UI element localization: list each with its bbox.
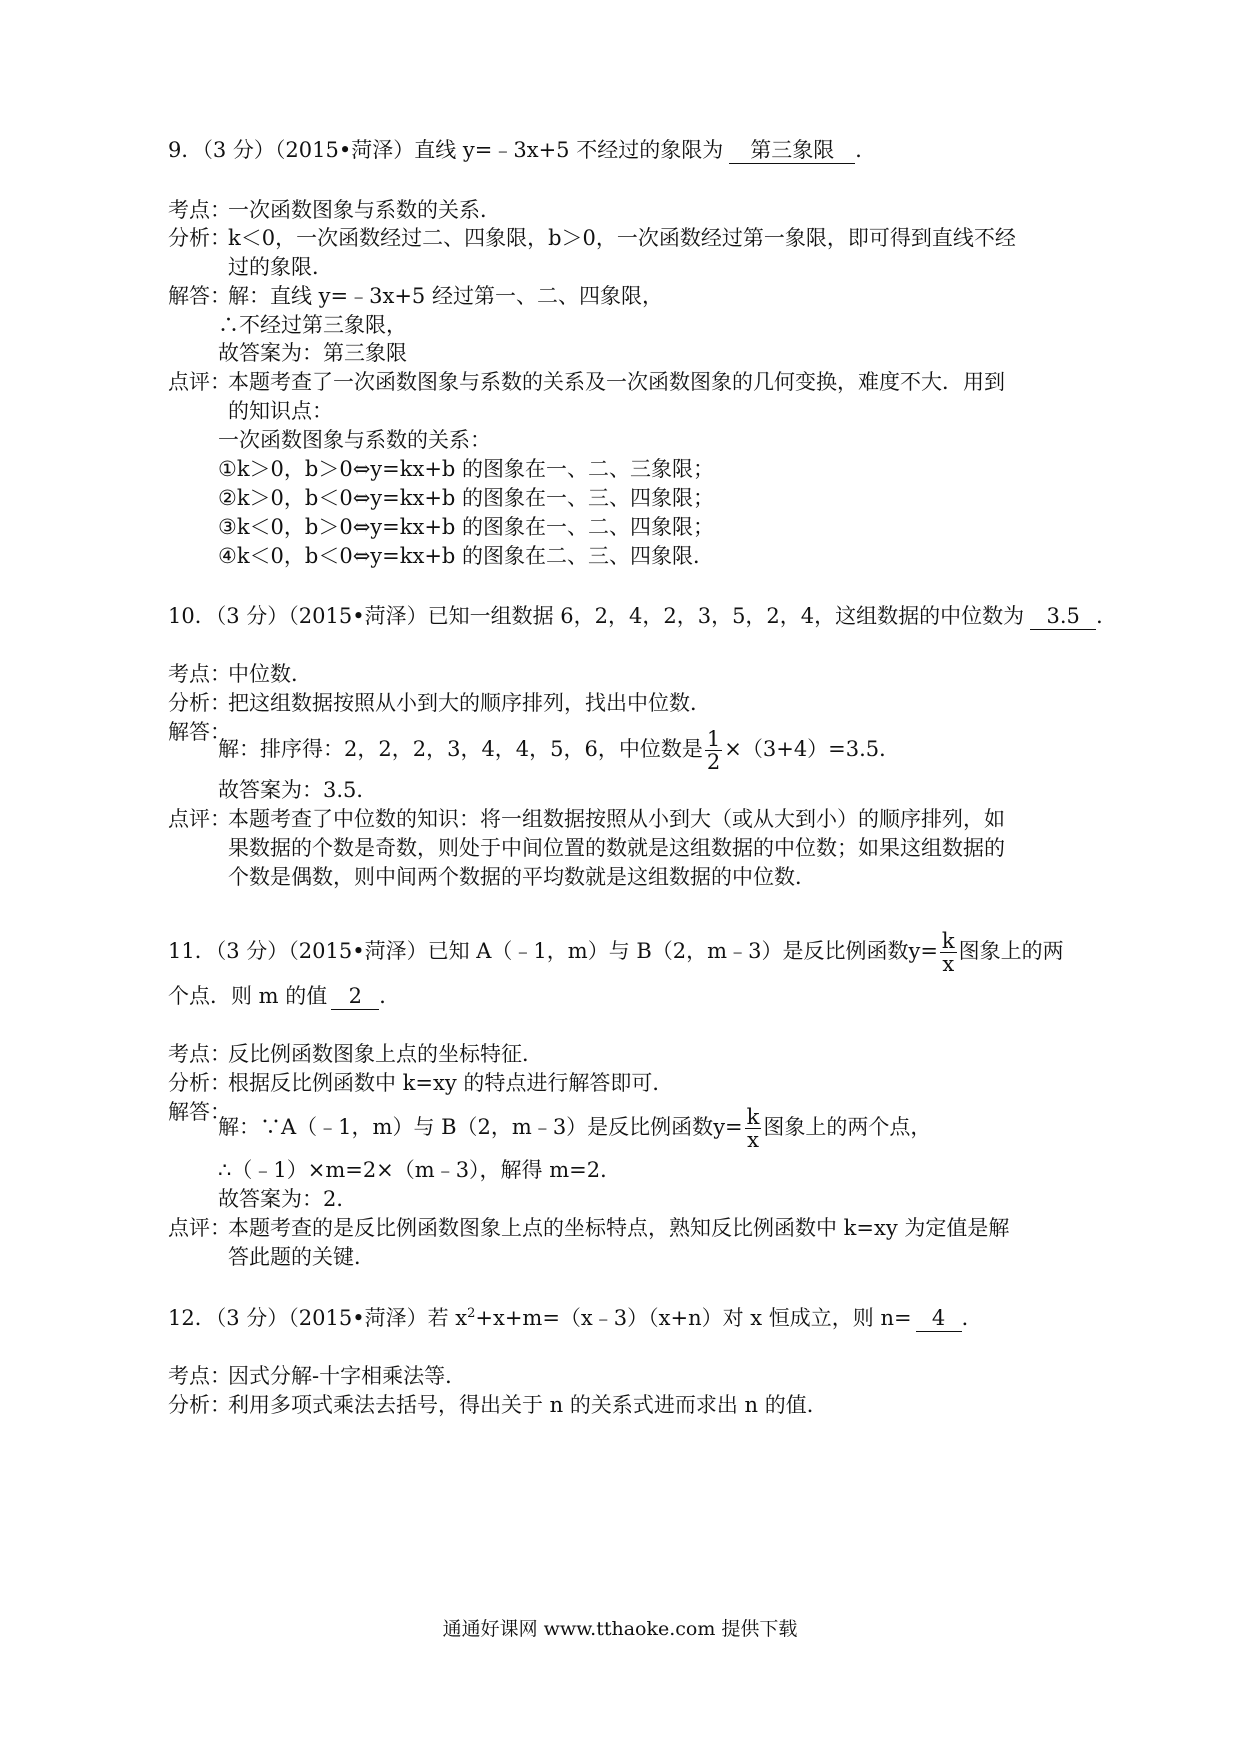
q9-dianping-3: 一次函数图象与系数的关系：	[218, 428, 491, 452]
fenxi-text: 根据反比例函数中 k=xy 的特点进行解答即可．	[228, 1071, 674, 1095]
q11-stem-text: 11．（3 分）（2015•菏泽）已知 A（﹣1，m）与 B（2，m﹣3）是反比例函数	[168, 939, 909, 964]
q11-jieda-label: 解答：	[168, 1100, 231, 1124]
fraction-denominator: 2	[706, 750, 721, 775]
q10-dianping-2: 果数据的个数是奇数，则处于中间位置的数就是这组数据的中位数；如果这组数据的	[228, 836, 1005, 860]
fenxi-label: 分析：	[168, 691, 231, 715]
q9-dianping-4: ①k＞0，b＞0⇔y=kx+b 的图象在一、二、三象限；	[218, 457, 715, 481]
dianping-label: 点评：	[168, 1216, 231, 1240]
superscript-2: 2	[467, 1306, 476, 1321]
q9-jieda	[168, 286, 663, 307]
kaodian-label: 考点：	[168, 198, 231, 222]
q9-fenxi-2: 过的象限．	[228, 255, 333, 279]
page-footer: 通通好课网 www.tthaoke.com 提供下载	[442, 1618, 798, 1640]
fraction-denominator: x	[747, 1128, 759, 1153]
q12-stem-text: 12．（3 分）（2015•菏泽）若 x	[168, 1306, 468, 1330]
kaodian-text: 反比例函数图象上点的坐标特征．	[228, 1042, 543, 1066]
jieda-text: 解：直线 y=﹣3x+5 经过第一、二、四象限，	[228, 284, 663, 308]
fenxi-text: 把这组数据按照从小到大的顺序排列，找出中位数．	[228, 691, 711, 715]
jieda-text: 解：∵A（﹣1，m）与 B（2，m﹣3）是反比例函数	[218, 1115, 714, 1140]
q9-stem-text: 9．（3 分）（2015•菏泽）直线 y=﹣3x+5 不经过的象限为	[168, 138, 724, 162]
q11-jieda-3: 故答案为：2．	[218, 1187, 358, 1211]
fenxi-label: 分析：	[168, 226, 231, 250]
q9-jieda-3: 故答案为：第三象限	[218, 341, 407, 365]
q9-answer: 第三象限	[729, 140, 855, 164]
fraction-numerator: 1	[706, 727, 721, 751]
q12-stem-tail: +x+m=（x﹣3）（x+n）对 x 恒成立，则 n=	[475, 1306, 912, 1330]
q12-stem	[168, 1307, 983, 1332]
q11-stem-2	[168, 986, 400, 1010]
q9-stem	[168, 140, 876, 164]
q10-stem-text: 10．（3 分）（2015•菏泽）已知一组数据 6，2，4，2，3，5，2，4，这组数据的中位数为	[168, 604, 1025, 628]
q10-end: ．	[1096, 604, 1118, 628]
q11-end: ．	[379, 984, 401, 1008]
q11-stem-tail: 图象上的两	[958, 939, 1064, 964]
kaodian-label: 考点：	[168, 1364, 231, 1388]
fraction-denominator: x	[942, 952, 955, 977]
q9-kaodian	[168, 200, 501, 221]
q10-stem	[168, 606, 1117, 630]
q11-jieda-2: ∴（﹣1）×m=2×（m﹣3），解得 m=2．	[218, 1158, 622, 1182]
q11-stem	[168, 930, 1064, 975]
q11-fenxi	[168, 1073, 673, 1094]
jieda-text-tail: ×（3+4）=3.5．	[724, 737, 901, 762]
q12-end: ．	[961, 1306, 983, 1330]
q12-answer: 4	[916, 1308, 962, 1332]
dianping-text: 本题考查了一次函数图象与系数的关系及一次函数图象的几何变换，难度不大．用到	[228, 370, 1005, 394]
q9-fenxi	[168, 228, 1016, 249]
jieda-text-tail: 图象上的两个点，	[763, 1115, 932, 1140]
jieda-text: 解：排序得：2，2，2，3，4，4，5，6，中位数是	[218, 737, 703, 762]
q9-dianping-2: 的知识点：	[228, 399, 333, 423]
kaodian-text: 中位数．	[228, 662, 312, 686]
q12-fenxi	[168, 1395, 828, 1416]
q11-dianping-2: 答此题的关键．	[228, 1245, 375, 1269]
q11-kaodian	[168, 1044, 543, 1065]
fraction-numerator: k	[746, 1105, 760, 1129]
dianping-label: 点评：	[168, 807, 231, 831]
fenxi-text: k＜0，一次函数经过二、四象限，b＞0，一次函数经过第一象限，即可得到直线不经	[228, 226, 1016, 250]
dianping-text: 本题考查了中位数的知识：将一组数据按照从小到大（或从大到小）的顺序排列，如	[228, 807, 1005, 831]
q9-jieda-2: ∴不经过第三象限，	[218, 313, 407, 337]
q12-kaodian	[168, 1366, 466, 1387]
kaodian-text: 因式分解-十字相乘法等．	[228, 1364, 467, 1388]
half-fraction	[705, 728, 722, 773]
k-over-x-fraction	[745, 1106, 762, 1151]
q11-answer: 2	[331, 986, 379, 1010]
q10-jieda-2: 故答案为：3.5．	[218, 778, 378, 802]
q9-dianping-7: ④k＜0，b＜0⇔y=kx+b 的图象在二、三、四象限．	[218, 544, 715, 568]
q9-dianping	[168, 372, 1005, 393]
fenxi-text: 利用多项式乘法去括号，得出关于 n 的关系式进而求出 n 的值．	[228, 1393, 828, 1417]
fenxi-label: 分析：	[168, 1071, 231, 1095]
function-lhs: y=	[713, 1115, 743, 1140]
q11-dianping	[168, 1218, 1009, 1239]
kaodian-label: 考点：	[168, 1042, 231, 1066]
q10-dianping-3: 个数是偶数，则中间两个数据的平均数就是这组数据的中位数．	[228, 865, 816, 889]
kaodian-text: 一次函数图象与系数的关系．	[228, 198, 501, 222]
q9-end: ．	[855, 138, 877, 162]
kaodian-label: 考点：	[168, 662, 231, 686]
q10-kaodian	[168, 664, 312, 685]
jieda-label: 解答：	[168, 284, 231, 308]
function-lhs: y=	[908, 939, 938, 964]
q10-jieda-label: 解答：	[168, 720, 231, 744]
q9-dianping-6: ③k＜0，b＞0⇔y=kx+b 的图象在一、二、四象限；	[218, 515, 715, 539]
fraction-numerator: k	[941, 929, 955, 953]
k-over-x-fraction	[940, 930, 957, 975]
q11-stem-text-2: 个点．则 m 的值	[168, 984, 328, 1008]
fenxi-label: 分析：	[168, 1393, 231, 1417]
q9-dianping-5: ②k＞0，b＜0⇔y=kx+b 的图象在一、三、四象限；	[218, 486, 715, 510]
q11-jieda	[218, 1106, 931, 1151]
dianping-text: 本题考查的是反比例函数图象上点的坐标特点，熟知反比例函数中 k=xy 为定值是解	[228, 1216, 1010, 1240]
q10-dianping	[168, 809, 1005, 830]
q10-fenxi	[168, 693, 711, 714]
q10-jieda	[218, 728, 900, 773]
dianping-label: 点评：	[168, 370, 231, 394]
q10-answer: 3.5	[1030, 606, 1096, 630]
